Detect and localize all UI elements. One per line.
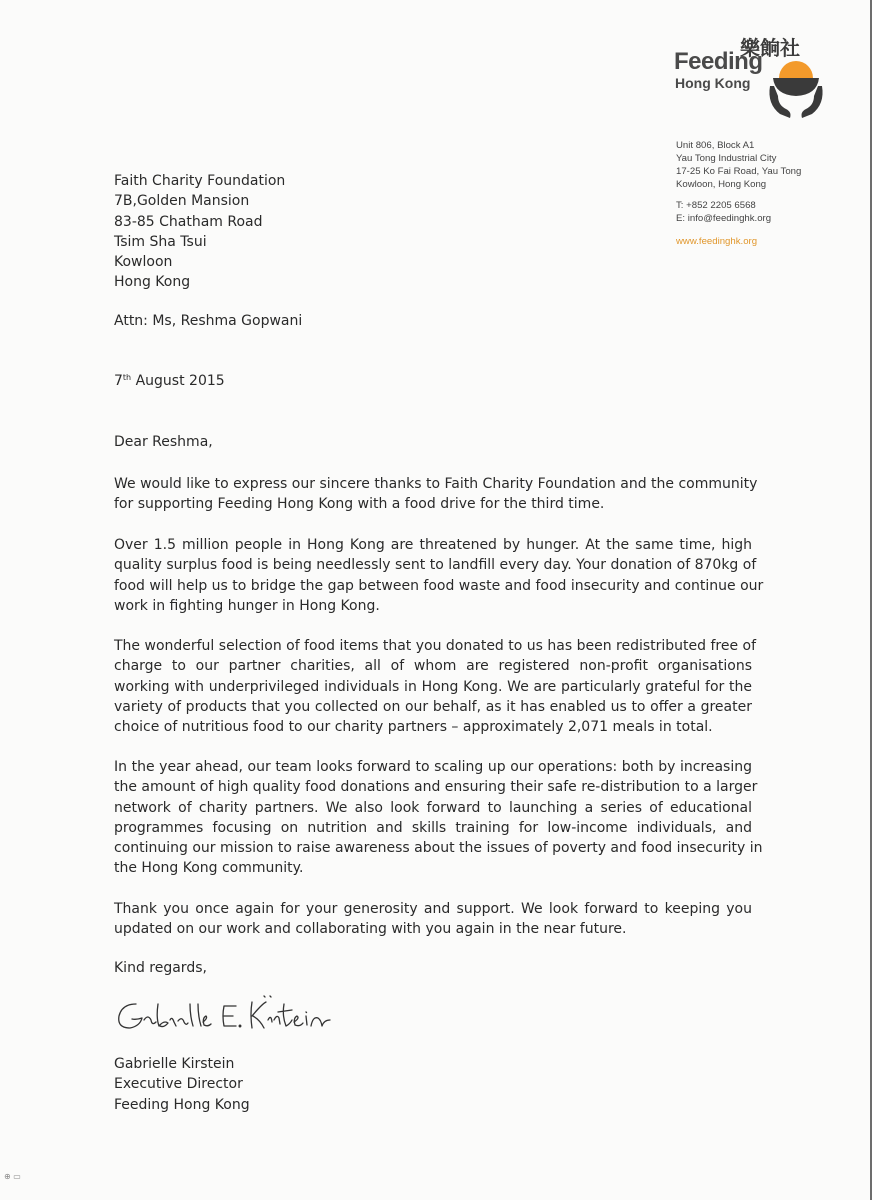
- body-paragraph: Thank you once again for your generosity and support. We look forward to keeping you updated on our work and collaborating with you again in the near future.: [114, 901, 752, 938]
- handwritten-signature: [114, 990, 354, 1040]
- hands-bowl-icon: [766, 60, 826, 126]
- closing: Kind regards,: [114, 960, 207, 976]
- sender-contact-block: [676, 139, 866, 248]
- sender-address-line: Kowloon, Hong Kong: [676, 179, 767, 190]
- signer-name: Gabrielle Kirstein: [114, 1056, 235, 1072]
- sender-address-line: Yau Tong Industrial City: [676, 153, 777, 164]
- sender-website: www.feedinghk.org: [676, 236, 758, 247]
- body-paragraph: The wonderful selection of food items that you donated to us has been redistributed free of charge to our partner charities, all of whom are registered non-profit organisations working with underprivileged individuals in Hong Kong. We are particularly grateful for the variety of products that you collected on our behalf, as it has enabled us to offer a greater choice of nutritious food to our charity partners – approximately 2,071 meals in total.: [114, 638, 757, 736]
- recipient-line: Faith Charity Foundation: [114, 173, 286, 189]
- recipient-line: 7B,Golden Mansion: [114, 193, 250, 210]
- logo-chinese-name: 樂餉社: [740, 36, 800, 60]
- logo-name-line1: Feeding: [674, 48, 763, 75]
- attention-line: Attn: Ms, Reshma Gopwani: [114, 313, 303, 329]
- signer-block: [114, 1054, 250, 1115]
- logo-name-line2: Hong Kong: [675, 75, 751, 91]
- feeding-hong-kong-logo: [672, 30, 822, 130]
- recipient-line: Hong Kong: [114, 274, 191, 291]
- body-paragraph: In the year ahead, our team looks forward to scaling up our operations: both by increasing the amount of high quality food donations and ensuring their safe re-distribution to a larger network of charity partners. We also look forward to launching a series of educational programmes focusing on nutrition and skills training for low-income individuals, and continuing our mission to raise awareness about the issues of poverty and food insecurity in the Hong Kong community.: [114, 759, 763, 877]
- sender-email: E: info@feedinghk.org: [676, 213, 772, 224]
- body-paragraph: We would like to express our sincere thanks to Faith Charity Foundation and the community for supporting Feeding Hong Kong with a food drive for the third time.: [114, 476, 758, 513]
- signer-organization: Feeding Hong Kong: [114, 1096, 250, 1113]
- sender-address-line: 17-25 Ko Fai Road, Yau Tong: [676, 166, 802, 177]
- recipient-line: Tsim Sha Tsui: [114, 233, 207, 250]
- recipient-address: [114, 171, 285, 293]
- salutation: Dear Reshma,: [114, 434, 213, 450]
- letter-date: 7th August 2015: [114, 373, 225, 389]
- recipient-line: 83-85 Chatham Road: [114, 213, 263, 230]
- sender-phone: T: +852 2205 6568: [676, 200, 756, 211]
- sender-address-line: Unit 806, Block A1: [676, 140, 755, 151]
- body-paragraph: Over 1.5 million people in Hong Kong are threatened by hunger. At the same time, high quality surplus food is being needlessly sent to landfill every day. Your donation of 870kg of food will help us to bridge the gap between food waste and food insecurity and continue our work in fighting hunger in Hong Kong.: [114, 537, 764, 614]
- scanner-mark-icon: ⊕ ▭: [4, 1172, 21, 1181]
- signer-title: Executive Director: [114, 1076, 243, 1093]
- recipient-line: Kowloon: [114, 254, 173, 271]
